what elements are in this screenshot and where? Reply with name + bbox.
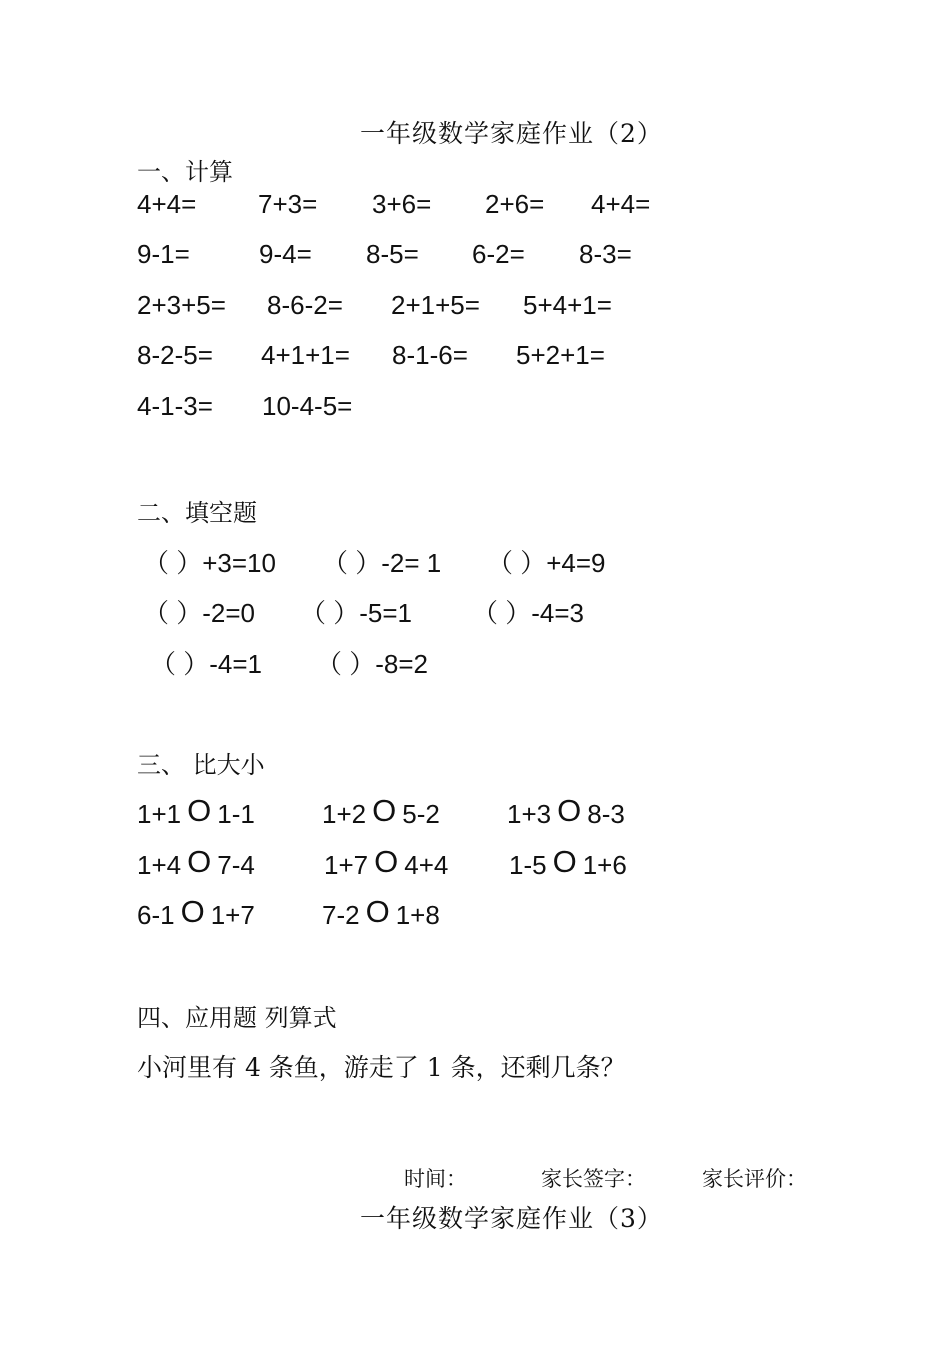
- fill-problem: （ ）-4=1: [150, 649, 262, 679]
- fill-problem: （ ）-5=1: [300, 598, 412, 628]
- compare-right: 1+8: [395, 900, 440, 930]
- compare-right: 1+6: [582, 850, 627, 880]
- calc-problem: 6-2=: [472, 239, 525, 269]
- fill-problem: （ ）+4=9: [487, 548, 606, 578]
- fill-problem: （ ）+3=10: [143, 548, 276, 578]
- time-label: 时间：: [404, 1167, 467, 1191]
- section-calc-heading: 一、计算: [137, 158, 233, 186]
- compare-left: 6-1: [137, 900, 175, 930]
- section-compare-heading: 三、 比大小: [137, 751, 265, 779]
- fill-problem: （ ）-2=0: [143, 598, 255, 628]
- compare-left: 1+2: [322, 799, 367, 829]
- calc-problem: 9-1=: [137, 239, 190, 269]
- calc-problem: 8-5=: [366, 239, 419, 269]
- compare-right: 5-2: [402, 799, 440, 829]
- compare-circle: O: [365, 894, 390, 929]
- calc-problem: 8-6-2=: [267, 290, 343, 320]
- calc-problem: 8-2-5=: [137, 340, 213, 370]
- compare-left: 1-5: [509, 850, 547, 880]
- compare-right: 4+4: [404, 850, 449, 880]
- calc-problem: 3+6=: [372, 189, 432, 219]
- compare-problem: [324, 846, 448, 882]
- parent-signature-label: 家长签字：: [541, 1167, 646, 1191]
- page-title: 一年级数学家庭作业（2）: [360, 119, 663, 148]
- compare-right: 7-4: [217, 850, 255, 880]
- compare-left: 1+3: [507, 799, 552, 829]
- calc-problem: 5+4+1=: [523, 290, 612, 320]
- compare-problem: [509, 846, 627, 882]
- compare-right: 8-3: [587, 799, 625, 829]
- calc-problem: 5+2+1=: [516, 340, 605, 370]
- calc-problem: 2+6=: [485, 189, 545, 219]
- fill-problem: （ ）-4=3: [472, 598, 584, 628]
- compare-problem: [322, 896, 440, 932]
- fill-problem: （ ）-2= 1: [322, 548, 442, 578]
- compare-circle: O: [187, 793, 212, 828]
- compare-circle: O: [180, 894, 205, 929]
- parent-evaluation-label: 家长评价：: [702, 1167, 807, 1191]
- compare-left: 1+1: [137, 799, 182, 829]
- section-fill-heading: 二、填空题: [137, 499, 257, 527]
- fill-problem: （ ）-8=2: [316, 649, 428, 679]
- compare-circle: O: [372, 793, 397, 828]
- word-problem-text: 小河里有 4 条鱼，游走了 1 条，还剩几条？: [137, 1053, 626, 1082]
- calc-problem: 4+1+1=: [261, 340, 350, 370]
- calc-problem: 4-1-3=: [137, 391, 213, 421]
- compare-left: 1+7: [324, 850, 369, 880]
- compare-right: 1+7: [210, 900, 255, 930]
- compare-left: 7-2: [322, 900, 360, 930]
- compare-problem: [322, 795, 440, 831]
- compare-circle: O: [187, 844, 212, 879]
- compare-problem: [137, 846, 255, 882]
- calc-problem: 2+3+5=: [137, 290, 226, 320]
- calc-problem: 8-1-6=: [392, 340, 468, 370]
- compare-problem: [137, 795, 255, 831]
- compare-right: 1-1: [217, 799, 255, 829]
- compare-problem: [507, 795, 625, 831]
- compare-circle: O: [557, 793, 582, 828]
- calc-problem: 4+4=: [591, 189, 651, 219]
- compare-left: 1+4: [137, 850, 182, 880]
- compare-problem: [137, 896, 255, 932]
- compare-circle: O: [552, 844, 577, 879]
- calc-problem: 10-4-5=: [262, 391, 353, 421]
- calc-problem: 2+1+5=: [391, 290, 480, 320]
- calc-problem: 9-4=: [259, 239, 312, 269]
- calc-problem: 8-3=: [579, 239, 632, 269]
- calc-problem: 4+4=: [137, 189, 197, 219]
- next-page-title: 一年级数学家庭作业（3）: [360, 1204, 663, 1233]
- calc-problem: 7+3=: [258, 189, 318, 219]
- compare-circle: O: [374, 844, 399, 879]
- section-word-heading: 四、应用题 列算式: [137, 1004, 337, 1032]
